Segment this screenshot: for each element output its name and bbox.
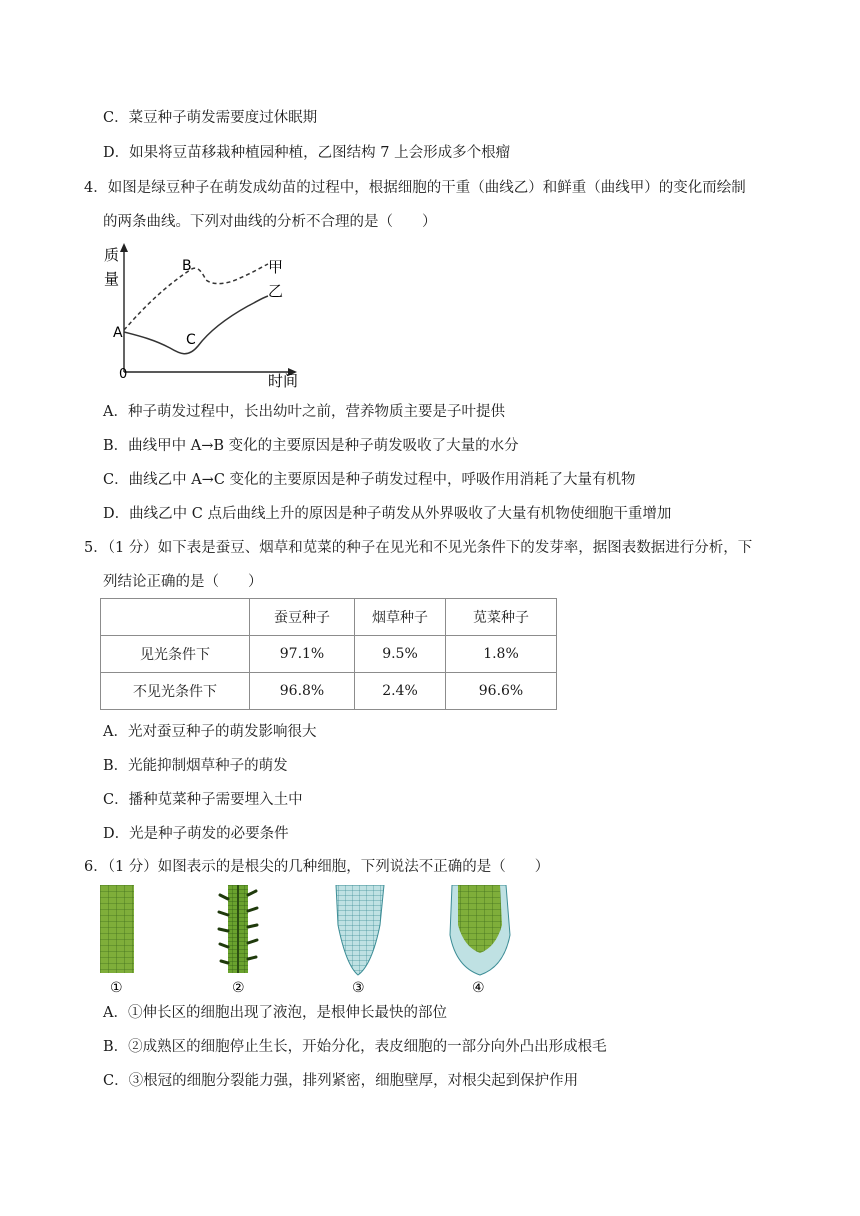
origin-label: 0	[119, 367, 128, 382]
q6-option-a: A．①伸长区的细胞出现了液泡，是根伸长最快的部位	[103, 1005, 447, 1021]
cell-image-4	[450, 885, 510, 995]
table-header-cell: 苋菜种子	[446, 599, 557, 636]
cell-image-2	[219, 885, 257, 995]
q4-stem-line2: 的两条曲线。下列对曲线的分析不合理的是（ ）	[103, 214, 437, 230]
table-cell: 2.4%	[355, 673, 446, 710]
q4-option-b: B．曲线甲中 A→B 变化的主要原因是种子萌发吸收了大量的水分	[103, 438, 519, 454]
q6-option-b: B．②成熟区的细胞停止生长，开始分化，表皮细胞的一部分向外凸出形成根毛	[103, 1039, 607, 1055]
table-cell: 不见光条件下	[101, 673, 250, 710]
series-jia-line	[124, 264, 268, 330]
germination-chart	[100, 240, 310, 390]
table-header-row	[101, 599, 557, 636]
table-header-cell: 蚕豆种子	[250, 599, 355, 636]
q5-option-b: B．光能抑制烟草种子的萌发	[103, 758, 288, 774]
q4-stem-line1: 4．如图是绿豆种子在萌发成幼苗的过程中，根据细胞的干重（曲线乙）和鲜重（曲线甲）的变化而绘制	[84, 180, 746, 196]
table-header-cell	[101, 599, 250, 636]
q5-stem-line2: 列结论正确的是（ ）	[103, 574, 263, 590]
q6-stem: 6．（1 分）如图表示的是根尖的几种细胞，下列说法不正确的是（ ）	[84, 859, 550, 875]
point-c-label: C	[186, 332, 196, 348]
point-b-label: B	[182, 258, 192, 274]
table-header-cell: 烟草种子	[355, 599, 446, 636]
q4-option-a: A．种子萌发过程中，长出幼叶之前，营养物质主要是子叶提供	[103, 404, 505, 420]
cell-label-2: ②	[232, 980, 245, 995]
table-row	[101, 673, 557, 710]
point-a-label: A	[113, 325, 123, 341]
root-tip-cells-figure	[100, 885, 540, 995]
q6-option-c: C．③根冠的细胞分裂能力强，排列紧密，细胞壁厚，对根尖起到保护作用	[103, 1073, 579, 1089]
q5-option-c: C．播种苋菜种子需要埋入土中	[103, 792, 303, 808]
q3-option-d: D．如果将豆苗移栽种植园种植，乙图结构 7 上会形成多个根瘤	[103, 145, 511, 161]
table-cell: 96.8%	[250, 673, 355, 710]
q4-option-c: C．曲线乙中 A→C 变化的主要原因是种子萌发过程中，呼吸作用消耗了大量有机物	[103, 472, 636, 488]
cell-label-1: ①	[110, 980, 123, 995]
y-axis-arrow	[120, 243, 128, 252]
q4-option-d: D．曲线乙中 C 点后曲线上升的原因是种子萌发从外界吸收了大量有机物使细胞干重增加	[103, 506, 672, 522]
table-cell: 97.1%	[250, 636, 355, 673]
cell-label-3: ③	[352, 980, 365, 995]
cell-image-1	[100, 885, 134, 995]
y-label-bottom: 量	[104, 270, 120, 288]
table-cell: 96.6%	[446, 673, 557, 710]
series-jia-label: 甲	[268, 258, 284, 276]
y-label-top: 质	[104, 246, 120, 264]
series-yi-label: 乙	[268, 282, 284, 300]
table-cell: 9.5%	[355, 636, 446, 673]
cell-image-3	[336, 885, 384, 995]
x-label: 时间	[268, 372, 299, 390]
q5-option-d: D．光是种子萌发的必要条件	[103, 826, 289, 842]
q3-option-c: C．菜豆种子萌发需要度过休眠期	[103, 110, 318, 126]
q5-stem-line1: 5．（1 分）如下表是蚕豆、烟草和苋菜的种子在见光和不见光条件下的发芽率，据图表数据进行分析，下	[84, 540, 753, 556]
series-yi-line	[124, 296, 268, 354]
table-row	[101, 636, 557, 673]
table-cell: 见光条件下	[101, 636, 250, 673]
cell-label-4: ④	[472, 980, 485, 995]
q5-option-a: A．光对蚕豆种子的萌发影响很大	[103, 724, 317, 740]
germination-table	[100, 598, 557, 710]
table-cell: 1.8%	[446, 636, 557, 673]
